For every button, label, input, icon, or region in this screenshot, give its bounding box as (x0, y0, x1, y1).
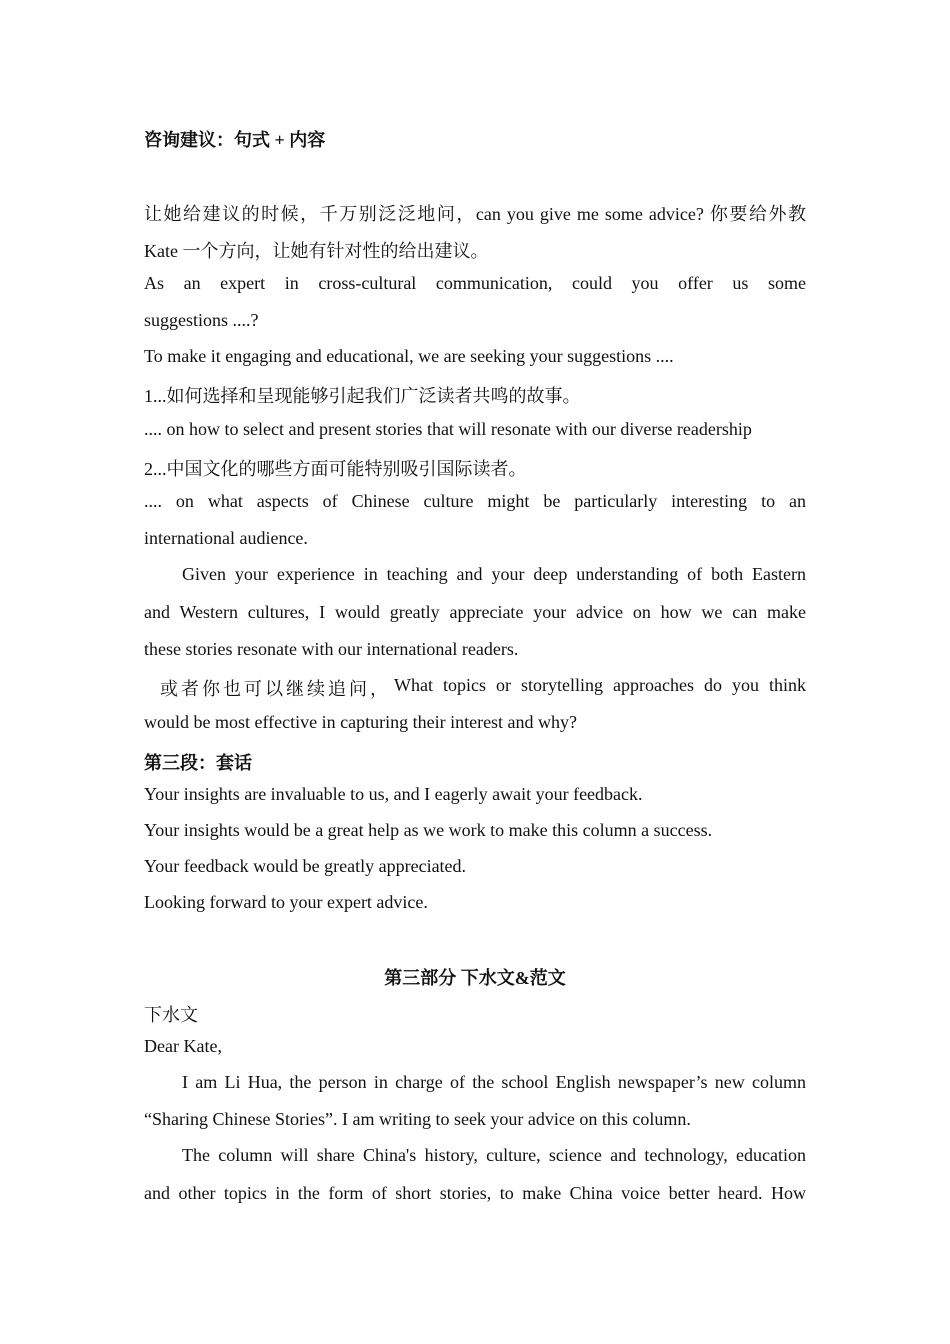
text-line: and other topics in the form of short stories, to make China voice better heard. How (144, 1183, 806, 1203)
text-line: What topics or storytelling approaches do you think (394, 675, 806, 695)
section-heading-part3: 第三部分 下水文&范文 (384, 968, 566, 988)
text-line: 1...如何选择和呈现能够引起我们广泛读者共鸣的故事。 (144, 386, 581, 406)
text-line: To make it engaging and educational, we are seeking your suggestions .... (144, 346, 674, 366)
text-line: and Western cultures, I would greatly appreciate your advice on how we can make (144, 602, 806, 622)
text-line: would be most effective in capturing their interest and why? (144, 712, 578, 732)
letter-greeting: Dear Kate, (144, 1036, 222, 1056)
text-line: The column will share China's history, culture, science and technology, education (182, 1145, 806, 1165)
text-line: .... on how to select and present stories that will resonate with our diverse readership (144, 419, 752, 439)
section-subtitle: 下水文 (144, 1005, 198, 1025)
text-line: .... on what aspects of Chinese culture might be particularly interesting to an (144, 491, 806, 511)
text-line: Kate 一个方向，让她有针对性的给出建议。 (144, 241, 489, 261)
text-line: international audience. (144, 528, 308, 548)
text-line: Your insights would be a great help as we work to make this column a success. (144, 820, 713, 840)
text-line: As an expert in cross-cultural communication, could you offer us some (144, 273, 806, 293)
text-line: 让她给建议的时候，千万别泛泛地问，can you give me some advice? 你要给外教 (144, 204, 806, 224)
text-line: I am Li Hua, the person in charge of the school English newspaper’s new column (182, 1072, 806, 1092)
text-line: Given your experience in teaching and your deep understanding of both Eastern (182, 564, 806, 584)
text-line: Your feedback would be greatly appreciated. (144, 856, 467, 876)
text-line: 或者你也可以继续追问， (160, 679, 391, 699)
text-line: “Sharing Chinese Stories”. I am writing to seek your advice on this column. (144, 1109, 691, 1129)
text-line: Your insights are invaluable to us, and I eagerly await your feedback. (144, 784, 643, 804)
text-line: suggestions ....? (144, 310, 259, 330)
section-heading-consult: 咨询建议：句式 + 内容 (144, 130, 326, 150)
text-line: Looking forward to your expert advice. (144, 892, 428, 912)
text-line: 2...中国文化的哪些方面可能特别吸引国际读者。 (144, 459, 527, 479)
section-heading-para3: 第三段：套话 (144, 753, 252, 773)
text-line: these stories resonate with our international readers. (144, 639, 519, 659)
